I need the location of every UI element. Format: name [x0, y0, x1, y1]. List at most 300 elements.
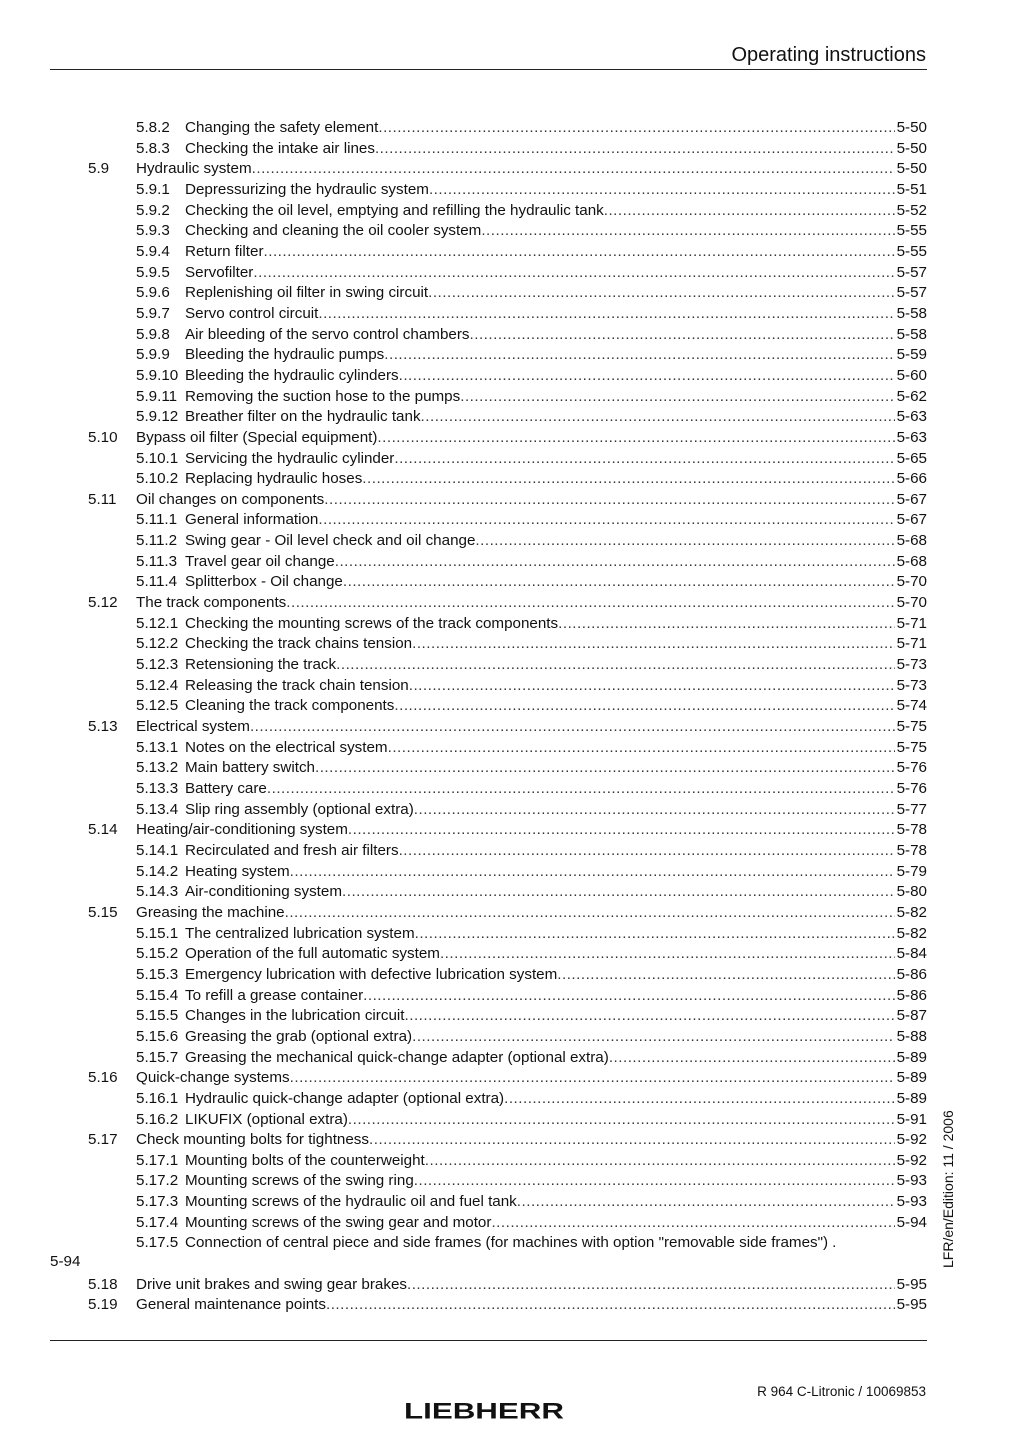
toc-entry-page: 5-62	[896, 387, 927, 405]
toc-dot-leader	[324, 490, 894, 511]
toc-entry[interactable]	[88, 634, 927, 655]
toc-dot-leader	[415, 924, 895, 945]
toc-dot-leader	[399, 841, 895, 862]
toc-entry-number: 5.8.2	[136, 119, 170, 136]
toc-entry[interactable]	[88, 696, 927, 717]
toc-entry-number: 5.15.3	[136, 965, 179, 983]
toc-entry-title: Changing the safety element	[185, 119, 379, 136]
toc-entry-page: 5-67	[896, 511, 927, 529]
toc-entry[interactable]	[88, 800, 927, 821]
toc-entry-line	[185, 1233, 927, 1254]
toc-entry-page: 5-95	[896, 1275, 927, 1293]
toc-dot-leader	[290, 862, 895, 883]
toc-entry-line	[185, 221, 927, 242]
toc-entry-page: 5-59	[896, 346, 927, 364]
toc-entry[interactable]	[88, 676, 927, 697]
toc-entry-line	[185, 325, 927, 346]
toc-entry-page: 5-55	[896, 242, 927, 260]
toc-entry-title: Greasing the machine	[136, 903, 285, 921]
toc-entry-page: 5-77	[896, 800, 927, 818]
toc-entry-page: 5-87	[896, 1007, 927, 1025]
toc-dot-leader	[335, 552, 895, 573]
toc-entry-line	[185, 552, 927, 573]
toc-entry-title: Main battery switch	[185, 759, 315, 777]
toc-entry-page: 5-50	[896, 139, 927, 157]
toc-entry-page: 5-79	[896, 862, 927, 880]
toc-entry-line	[136, 820, 927, 841]
toc-dot-leader	[517, 1192, 895, 1213]
toc-dot-leader	[491, 1213, 894, 1234]
toc-entry-title: Servo control circuit	[185, 304, 319, 322]
toc-entry-number: 5.15.7	[136, 1048, 179, 1066]
toc-entry-page: 5-78	[896, 841, 927, 859]
toc-entry-line	[185, 1027, 927, 1048]
toc-dot-leader	[558, 614, 894, 635]
toc-entry-title: Bypass oil filter (Special equipment)	[136, 428, 378, 446]
toc-entry[interactable]	[88, 407, 927, 428]
toc-entry[interactable]	[88, 758, 927, 779]
toc-entry-line	[136, 1130, 927, 1151]
toc-entry[interactable]	[88, 263, 927, 284]
toc-entry-line	[185, 1048, 927, 1069]
toc-dot-leader	[326, 1295, 895, 1316]
toc-entry-page: 5-52	[896, 201, 927, 219]
toc-entry-page: 5-89	[896, 1069, 927, 1087]
toc-entry-number: 5.11.4	[136, 573, 178, 591]
toc-entry-title: Checking and cleaning the oil cooler system	[185, 222, 482, 240]
toc-entry-number: 5.13.3	[136, 780, 179, 797]
toc-entry[interactable]	[88, 738, 927, 759]
toc-entry-number: 5.9.11	[136, 387, 178, 405]
toc-entry-line	[185, 1151, 927, 1172]
toc-entry-title: Heating system	[185, 862, 290, 880]
toc-entry-number: 5.12.3	[136, 656, 179, 674]
toc-entry[interactable]	[88, 614, 927, 635]
toc-entry-page: 5-74	[896, 697, 927, 715]
toc-entry-number: 5.17.1	[136, 1151, 179, 1169]
toc-entry[interactable]	[88, 1048, 927, 1069]
toc-entry[interactable]	[88, 366, 927, 387]
toc-entry[interactable]	[88, 159, 927, 180]
toc-entry-line	[185, 779, 927, 800]
toc-entry-page: 5-94	[896, 1213, 927, 1231]
toc-entry-title: Emergency lubrication with defective lubrication system	[185, 965, 558, 983]
toc-entry[interactable]	[88, 944, 927, 965]
toc-entry-number: 5.16.2	[136, 1110, 179, 1128]
toc-entry-number: 5.9.1	[136, 180, 170, 198]
toc-entry-title: Cleaning the track components	[185, 697, 395, 715]
toc-dot-leader	[264, 242, 895, 263]
toc-entry-number: 5.12.4	[136, 676, 179, 694]
toc-entry-page: 5-57	[896, 263, 927, 281]
toc-entry[interactable]	[88, 862, 927, 883]
toc-entry-line	[185, 572, 927, 593]
toc-entry-number: 5.12.1	[136, 614, 179, 632]
toc-entry-title: Mounting screws of the hydraulic oil and fuel tank	[185, 1193, 517, 1211]
toc-dot-leader	[609, 1048, 895, 1069]
toc-entry-page: 5-68	[896, 552, 927, 570]
toc-entry[interactable]	[88, 221, 927, 242]
toc-dot-leader	[440, 944, 895, 965]
toc-entry-number: 5.17.3	[136, 1193, 179, 1211]
toc-entry-number: 5.16	[88, 1069, 118, 1087]
toc-entry-number: 5.9.12	[136, 408, 179, 426]
toc-entry-number: 5.9.3	[136, 222, 170, 240]
toc-entry-line	[185, 510, 927, 531]
toc-entry-page: 5-95	[896, 1296, 927, 1314]
toc-entry[interactable]	[88, 1089, 927, 1110]
toc-entry-page: 5-82	[896, 924, 927, 942]
toc-entry-title: Recirculated and fresh air filters	[185, 841, 399, 859]
toc-entry-line	[185, 283, 927, 304]
toc-entry-page: 5-73	[896, 676, 927, 694]
toc-entry-line	[185, 469, 927, 490]
toc-entry[interactable]	[88, 593, 927, 614]
toc-dot-leader	[253, 263, 894, 284]
toc-entry-line	[185, 366, 927, 387]
toc-spacer	[88, 1254, 927, 1275]
toc-entry[interactable]	[88, 1275, 927, 1296]
toc-entry-number: 5.11	[88, 490, 117, 508]
toc-entry-number: 5.18	[88, 1275, 118, 1293]
toc-dot-leader	[348, 1110, 895, 1131]
toc-entry[interactable]	[88, 841, 927, 862]
toc-entry[interactable]	[88, 531, 927, 552]
toc-entry[interactable]	[88, 428, 927, 449]
toc-entry-line	[136, 490, 927, 511]
toc-entry-title: Slip ring assembly (optional extra)	[185, 800, 414, 818]
toc-entry-number: 5.14.1	[136, 841, 179, 859]
toc-dot-leader	[290, 1068, 895, 1089]
toc-entry[interactable]	[88, 986, 927, 1007]
toc-entry-title: Greasing the grab (optional extra)	[185, 1027, 413, 1045]
toc-dot-leader	[412, 634, 895, 655]
toc-entry-page: 5-73	[896, 656, 927, 674]
toc-entry-title: Breather filter on the hydraulic tank	[185, 408, 421, 426]
toc-entry-line	[185, 655, 927, 676]
toc-dot-leader	[250, 717, 895, 738]
toc-entry-number: 5.15.6	[136, 1027, 179, 1045]
toc-entry-line	[136, 1295, 927, 1316]
toc-entry-number: 5.15.2	[136, 945, 179, 963]
toc-entry-line	[185, 800, 927, 821]
toc-entry-number: 5.9.10	[136, 366, 179, 384]
toc-entry-page: 5-55	[896, 222, 927, 240]
toc-entry-number: 5.13	[88, 718, 118, 736]
toc-entry-title: Quick-change systems	[136, 1069, 290, 1087]
toc-entry-line	[136, 1068, 927, 1089]
toc-dot-leader	[377, 428, 894, 449]
toc-entry-number: 5.9.9	[136, 346, 170, 364]
toc-entry[interactable]	[88, 469, 927, 490]
toc-entry[interactable]	[88, 283, 927, 304]
toc-entry-number: 5.13.2	[136, 759, 179, 777]
toc-entry-number: 5.19	[88, 1296, 118, 1314]
toc-entry-title: Greasing the mechanical quick-change adapter (optional extra)	[185, 1048, 609, 1066]
toc-entry-number: 5.11.3	[136, 552, 178, 570]
toc-entry-title: Mounting screws of the swing gear and motor	[185, 1213, 492, 1231]
toc-dot-leader	[343, 572, 895, 593]
toc-entry-number: 5.15.5	[136, 1007, 179, 1025]
toc-entry-line	[185, 139, 927, 160]
toc-entry-page: 5-65	[896, 449, 927, 467]
toc-entry-line	[185, 118, 927, 139]
toc-entry-page: 5-93	[896, 1193, 927, 1211]
toc-entry-page: 5-50	[896, 160, 927, 178]
liebherr-logo	[403, 1399, 565, 1421]
toc-dot-leader	[421, 407, 895, 428]
toc-entry-line	[185, 1089, 927, 1110]
toc-dot-leader	[429, 180, 895, 201]
toc-entry-number: 5.14	[88, 821, 118, 839]
toc-dot-leader	[412, 1027, 895, 1048]
toc-dot-leader	[470, 325, 895, 346]
toc-entry-line	[185, 387, 927, 408]
toc-entry-page: 5-78	[896, 821, 927, 839]
toc-entry-number: 5.15.1	[136, 924, 179, 942]
toc-entry-page: 5-68	[896, 532, 927, 550]
toc-dot-leader	[557, 965, 894, 986]
toc-entry-title: Notes on the electrical system	[185, 738, 388, 756]
toc-entry-number: 5.9.4	[136, 242, 170, 260]
toc-dot-leader	[285, 903, 895, 924]
toc-entry-title: Checking the mounting screws of the track components	[185, 614, 559, 632]
toc-entry[interactable]	[88, 1006, 927, 1027]
toc-entry-title: General information	[185, 511, 319, 529]
toc-entry[interactable]	[88, 325, 927, 346]
toc-entry-number: 5.9.6	[136, 284, 170, 302]
toc-entry-line	[185, 449, 927, 470]
toc-entry[interactable]	[88, 139, 927, 160]
toc-entry-title: Checking the oil level, emptying and refilling the hydraulic tank	[185, 201, 604, 219]
toc-entry-line	[185, 676, 927, 697]
toc-entry-number: 5.17.4	[136, 1213, 179, 1231]
toc-entry-number: 5.14.3	[136, 883, 179, 901]
toc-entry[interactable]	[88, 965, 927, 986]
toc-entry-title: Checking the track chains tension	[185, 635, 413, 653]
toc-entry[interactable]	[88, 903, 927, 924]
toc-entry-title: Retensioning the track	[185, 656, 337, 674]
toc-dot-leader	[318, 304, 894, 325]
toc-entry-page: 5-51	[896, 180, 927, 198]
toc-entry[interactable]	[88, 717, 927, 738]
toc-entry[interactable]	[88, 1213, 927, 1234]
toc-entry-title: Servofilter	[185, 263, 254, 281]
toc-entry[interactable]	[88, 1192, 927, 1213]
toc-entry-title: Releasing the track chain tension	[185, 676, 409, 694]
toc-entry-page: 5-70	[896, 594, 927, 612]
toc-entry-number: 5.9.5	[136, 263, 170, 281]
toc-entry-number: 5.9.2	[136, 201, 170, 219]
toc-dot-leader	[315, 758, 895, 779]
toc-entry-title: Drive unit brakes and swing gear brakes	[136, 1275, 407, 1293]
header-rule	[50, 69, 927, 70]
toc-dot-leader	[475, 531, 894, 552]
toc-dot-leader	[362, 469, 894, 490]
toc-entry-page: 5-58	[896, 304, 927, 322]
toc-entry-page: 5-88	[896, 1027, 927, 1045]
toc-entry-title: Check mounting bolts for tightness	[136, 1131, 369, 1149]
table-of-contents	[88, 118, 927, 1316]
toc-entry-title: Changes in the lubrication circuit	[185, 1007, 405, 1025]
toc-dot-leader	[604, 201, 895, 222]
toc-entry-number: 5.15	[88, 903, 118, 921]
toc-entry-page: 5-86	[896, 965, 927, 983]
toc-dot-leader	[342, 882, 895, 903]
toc-entry[interactable]	[88, 118, 927, 139]
toc-entry-line	[185, 696, 927, 717]
toc-dot-leader	[267, 779, 895, 800]
toc-entry-line	[185, 882, 927, 903]
toc-dot-leader	[336, 655, 894, 676]
toc-entry-title: Heating/air-conditioning system	[136, 821, 348, 839]
toc-entry-page: 5-60	[896, 366, 927, 384]
toc-entry-number: 5.12.5	[136, 697, 179, 715]
toc-entry-title: Air-conditioning system	[185, 883, 342, 901]
footer-rule	[50, 1340, 927, 1341]
toc-entry-number: 5.11.2	[136, 532, 178, 550]
toc-entry-page: 5-89	[896, 1089, 927, 1107]
toc-entry-title: General maintenance points	[136, 1296, 326, 1314]
toc-entry-title: Air bleeding of the servo control chambers	[185, 325, 470, 343]
toc-dot-leader	[375, 139, 895, 160]
toc-dot-leader	[318, 510, 894, 531]
toc-dot-leader	[369, 1130, 895, 1151]
toc-entry-page: 5-63	[896, 408, 927, 426]
toc-dot-leader	[252, 159, 895, 180]
toc-dot-leader	[460, 387, 894, 408]
toc-entry-line	[136, 717, 927, 738]
toc-dot-leader	[378, 118, 894, 139]
toc-entry-title: Mounting bolts of the counterweight	[185, 1151, 425, 1169]
toc-entry-line	[136, 428, 927, 449]
toc-entry-page: 5-86	[896, 986, 927, 1004]
toc-entry[interactable]	[88, 201, 927, 222]
edition-note: LFR/en/Edition: 11 / 2006	[940, 1110, 956, 1268]
toc-entry[interactable]	[88, 1068, 927, 1089]
toc-entry[interactable]	[88, 572, 927, 593]
toc-entry-line	[185, 180, 927, 201]
toc-entry[interactable]	[88, 387, 927, 408]
toc-entry[interactable]	[88, 552, 927, 573]
toc-entry-page: 5-92	[896, 1131, 927, 1149]
toc-entry-number: 5.17	[88, 1131, 118, 1149]
toc-entry-number: 5.17.2	[136, 1172, 179, 1190]
toc-entry[interactable]	[88, 304, 927, 325]
toc-entry-page: 5-67	[896, 490, 927, 508]
toc-entry-line	[185, 304, 927, 325]
toc-entry-page: 5-58	[896, 325, 927, 343]
toc-entry-title: Replacing hydraulic hoses	[185, 470, 363, 488]
toc-entry-page: 5-84	[896, 945, 927, 963]
toc-dot-leader	[481, 221, 894, 242]
toc-entry-line	[185, 758, 927, 779]
toc-entry-line	[185, 862, 927, 883]
toc-entry-number: 5.14.2	[136, 862, 179, 880]
toc-entry[interactable]	[88, 882, 927, 903]
toc-entry-page: 5-71	[896, 614, 927, 632]
toc-entry-line	[185, 1213, 927, 1234]
toc-dot-leader	[384, 345, 894, 366]
toc-entry-title: Bleeding the hydraulic cylinders	[185, 366, 399, 384]
toc-entry-number: 5.13.1	[136, 738, 179, 756]
toc-entry-line	[185, 531, 927, 552]
toc-entry[interactable]	[88, 1295, 927, 1316]
toc-entry-page: 5-89	[896, 1048, 927, 1066]
toc-entry-title: Hydraulic quick-change adapter (optional extra)	[185, 1089, 505, 1107]
toc-entry[interactable]	[88, 1027, 927, 1048]
toc-entry-number: 5.15.4	[136, 986, 179, 1004]
toc-entry-page: 5-82	[896, 903, 927, 921]
toc-entry[interactable]	[88, 449, 927, 470]
toc-entry-number: 5.9.7	[136, 304, 170, 322]
toc-entry[interactable]	[88, 1151, 927, 1172]
toc-entry-line	[185, 201, 927, 222]
toc-entry-line	[185, 1110, 927, 1131]
toc-entry-line	[185, 944, 927, 965]
toc-entry-title: Electrical system	[136, 718, 250, 736]
toc-entry-line	[185, 841, 927, 862]
toc-entry-line	[185, 1006, 927, 1027]
toc-entry[interactable]	[88, 924, 927, 945]
toc-entry[interactable]	[88, 1110, 927, 1131]
toc-entry-title: Depressurizing the hydraulic system	[185, 180, 429, 198]
toc-entry-page: 5-50	[896, 119, 927, 136]
toc-entry-title: The centralized lubrication system	[185, 924, 415, 942]
toc-entry-title: Servicing the hydraulic cylinder	[185, 449, 395, 467]
toc-dot-leader	[399, 366, 895, 387]
toc-entry-page: 5-57	[896, 284, 927, 302]
toc-entry-page: 5-80	[896, 883, 927, 901]
toc-entry-number: 5.8.3	[136, 139, 170, 157]
toc-entry-page: 5-91	[896, 1110, 927, 1128]
toc-entry-title: Removing the suction hose to the pumps	[185, 387, 461, 405]
toc-dot-leader	[394, 696, 894, 717]
toc-dot-leader	[414, 800, 895, 821]
toc-dot-leader	[414, 1171, 895, 1192]
toc-entry[interactable]	[88, 180, 927, 201]
toc-entry-title: LIKUFIX (optional extra)	[185, 1110, 348, 1128]
toc-entry[interactable]	[88, 1233, 927, 1254]
toc-entry-line	[185, 924, 927, 945]
toc-entry-page: 5-92	[896, 1151, 927, 1169]
toc-entry-number: 5.16.1	[136, 1089, 179, 1107]
toc-entry[interactable]	[88, 510, 927, 531]
toc-entry-line	[185, 345, 927, 366]
toc-entry[interactable]	[88, 490, 927, 511]
toc-entry-page: 5-76	[896, 780, 927, 797]
toc-entry-page: 5-93	[896, 1172, 927, 1190]
toc-entry[interactable]	[88, 345, 927, 366]
toc-entry[interactable]	[88, 1130, 927, 1151]
toc-dot-leader	[428, 283, 894, 304]
toc-dot-leader	[504, 1089, 894, 1110]
toc-entry[interactable]	[88, 242, 927, 263]
toc-entry[interactable]	[88, 655, 927, 676]
toc-entry-title: Return filter	[185, 242, 264, 260]
toc-entry-title: Operation of the full automatic system	[185, 945, 440, 963]
document-id: R 964 C-Litronic / 10069853	[757, 1384, 926, 1399]
toc-entry[interactable]	[88, 779, 927, 800]
toc-entry-number: 5.13.4	[136, 800, 179, 818]
toc-entry-line	[185, 263, 927, 284]
toc-entry[interactable]	[88, 820, 927, 841]
toc-entry-page: 5-70	[896, 573, 927, 591]
toc-entry[interactable]	[88, 1171, 927, 1192]
toc-entry-page: 5-76	[896, 759, 927, 777]
toc-dot-leader	[425, 1151, 895, 1172]
toc-dot-leader	[286, 593, 894, 614]
